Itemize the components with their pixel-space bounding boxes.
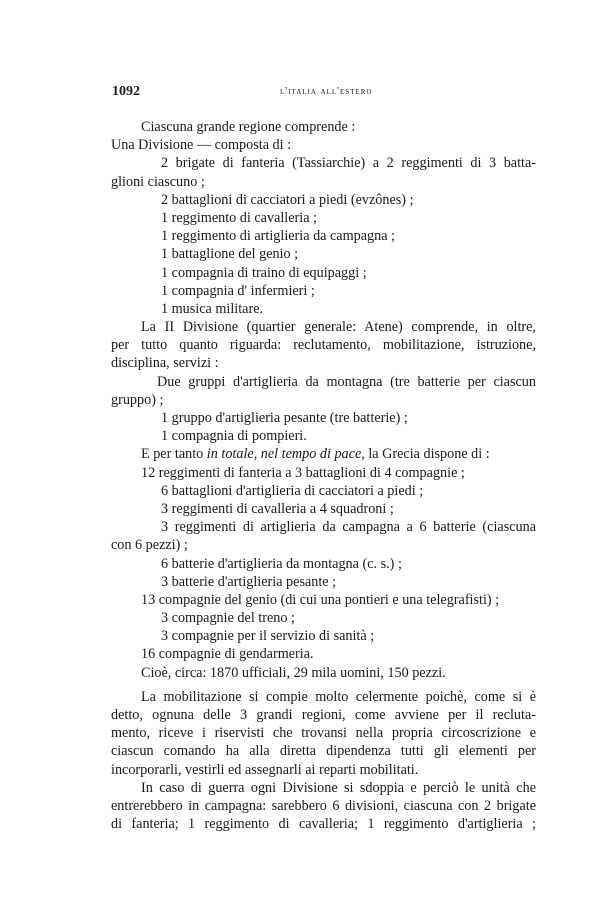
list-item: 3 reggimenti di artiglieria da campagna a 6 batterie (ciascuna: [161, 519, 536, 536]
list-item: 1 musica militare.: [161, 300, 264, 317]
text-line: gruppo) ;: [111, 391, 164, 408]
text-line: ciascun comando ha alla diretta dipendenza tutti gli elementi per: [111, 743, 536, 760]
text-line: entrerebbero in campagna: sarebbero 6 divisioni, ciascuna con 2 brigate: [111, 797, 536, 814]
list-item: 6 batterie d'artiglieria da montagna (c. s.) ;: [161, 555, 402, 572]
list-item: 13 compagnie del genio (di cui una pontieri e una telegrafisti) ;: [141, 591, 500, 608]
page-header: [112, 84, 532, 102]
text-line: Due gruppi d'artiglieria da montagna (tre batterie per ciascun: [157, 373, 536, 390]
list-item: 16 compagnie di gendarmeria.: [141, 646, 314, 663]
list-item: 3 batterie d'artiglieria pesante ;: [161, 573, 337, 590]
list-item: 1 compagnia di traino di equipaggi ;: [161, 264, 367, 281]
text-line: La mobilitazione si compie molto celermente poichè, come si è: [141, 688, 536, 705]
text-line: 2 brigate di fanteria (Tassiarchie) a 2 reggimenti di 3 batta-: [161, 155, 536, 172]
summary-line: Cioè, circa: 1870 ufficiali, 29 mila uomini, 150 pezzi.: [141, 664, 446, 681]
emphasis-text: in totale, nel tempo di pace,: [206, 446, 365, 463]
page-number: 1092: [112, 84, 140, 99]
list-item: 6 battaglioni d'artiglieria di cacciatori a piedi ;: [161, 482, 424, 499]
text-line: Una Divisione — composta di :: [111, 137, 292, 154]
list-item: 1 battaglione del genio ;: [161, 246, 299, 263]
text-line: per tutto quanto riguarda: reclutamento, mobilitazione, istruzione,: [111, 337, 536, 354]
text-fragment: la Grecia dispone di :: [364, 446, 490, 463]
text-line: incorporarli, vestirli ed assegnarli ai reparti mobilitati.: [111, 761, 419, 778]
list-item: 1 reggimento di artiglieria da campagna ;: [161, 228, 396, 245]
text-line: Ciascuna grande regione comprende :: [141, 119, 356, 135]
list-item: 1 compagnia d' infermieri ;: [161, 282, 315, 299]
list-item: 3 reggimenti di cavalleria a 4 squadroni ;: [161, 500, 394, 517]
running-head: l'italia all'estero: [280, 86, 373, 97]
list-item: 1 gruppo d'artiglieria pesante (tre batterie) ;: [161, 410, 408, 426]
text-line: [111, 445, 536, 463]
text-line: detto, ognuna delle 3 grandi regioni, come avviene per il recluta-: [111, 707, 536, 723]
text-fragment: E per tanto: [141, 446, 207, 463]
list-item: 3 compagnie per il servizio di sanità ;: [161, 628, 375, 645]
list-item: 3 compagnie del treno ;: [161, 610, 295, 627]
text-line: con 6 pezzi) ;: [111, 537, 188, 554]
text-line: di fanteria; 1 reggimento di cavalleria; 1 reggimento d'artiglieria ;: [111, 816, 536, 833]
text-line: La II Divisione (quartier generale: Atene) comprende, in oltre,: [141, 319, 536, 336]
text-line: mento, riceve i riservisti che trovansi nella propria circoscrizione e: [111, 725, 536, 742]
list-item: 12 reggimenti di fanteria a 3 battaglioni di 4 compagnie ;: [141, 464, 465, 481]
list-item: 2 battaglioni di cacciatori a piedi (evzônes) ;: [161, 191, 414, 208]
list-item: 1 compagnia di pompieri.: [161, 428, 307, 445]
text-line: disciplina, servizi :: [111, 355, 219, 372]
text-line: In caso di guerra ogni Divisione si sdoppia e perciò le unità che: [141, 779, 536, 796]
body-text: [111, 118, 536, 833]
text-line: glioni ciascuno ;: [111, 173, 205, 190]
list-item: 1 reggimento di cavalleria ;: [161, 209, 318, 226]
